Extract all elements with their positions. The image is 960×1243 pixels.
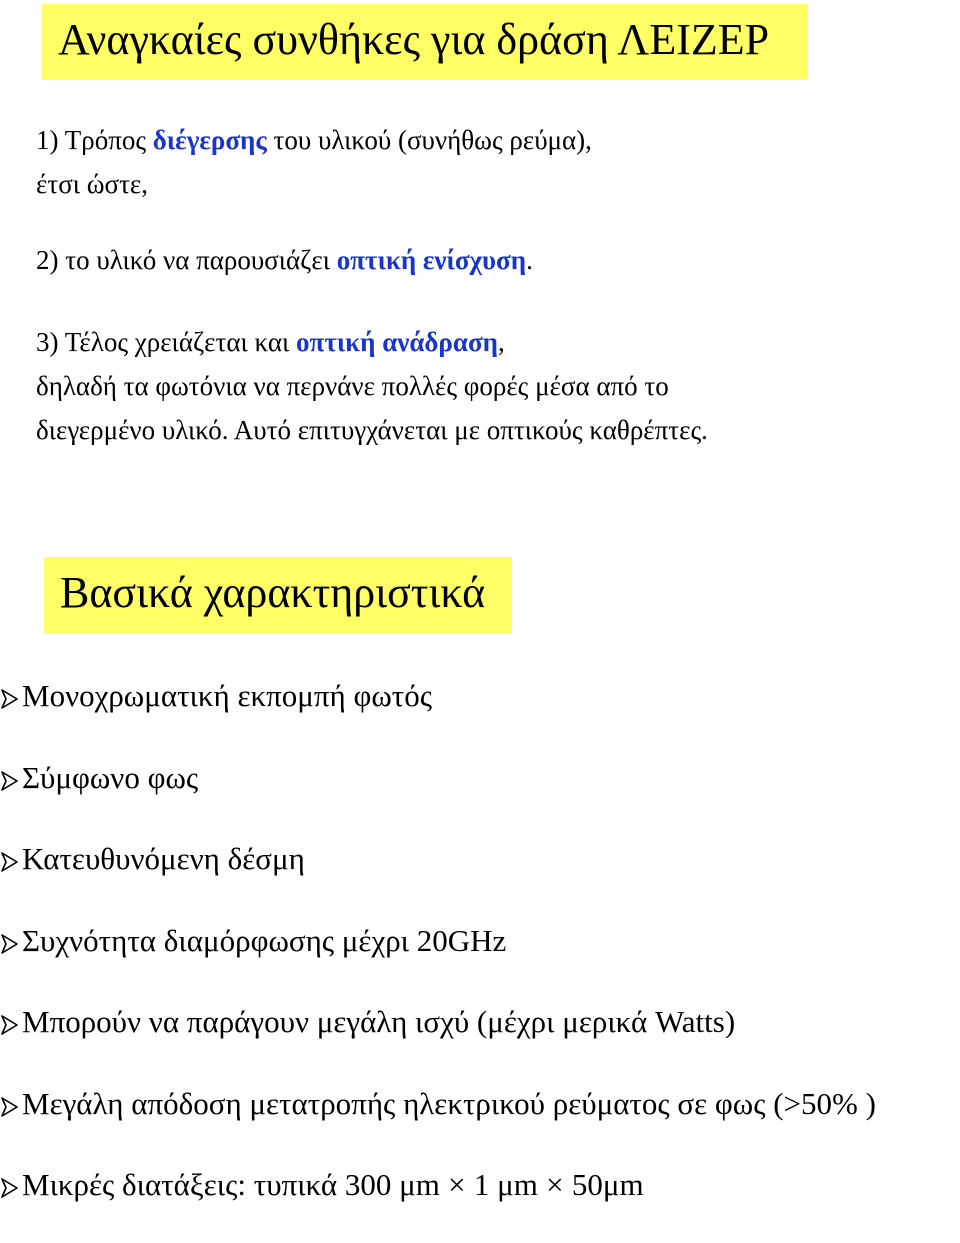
condition-1-suffix: του υλικού (συνήθως ρεύμα),	[266, 125, 592, 155]
condition-3-prefix: 3) Τέλος χρειάζεται και	[36, 327, 297, 357]
condition-2-highlight: οπτική ενίσχυση	[336, 245, 527, 275]
condition-3-suffix: ,	[497, 327, 505, 357]
feature-item	[0, 998, 876, 1080]
feature-text: Μεγάλη απόδοση μετατροπής ηλεκτρικού ρεύματος σε φως (>50% )	[22, 1085, 876, 1121]
arrow-bullet-icon	[0, 754, 22, 802]
feature-item	[0, 672, 876, 754]
features-list	[0, 672, 876, 1243]
feature-item	[0, 1161, 876, 1243]
arrow-bullet-icon	[0, 672, 22, 720]
condition-3-line2: δηλαδή τα φωτόνια να περνάνε πολλές φορές μέσα από το	[36, 371, 669, 401]
condition-1-highlight: διέγερσης	[152, 125, 267, 155]
feature-item	[0, 835, 876, 917]
arrow-bullet-icon	[0, 917, 22, 965]
feature-text: Μονοχρωματική εκπομπή φωτός	[22, 678, 433, 713]
condition-1-line2: έτσι ώστε,	[36, 169, 149, 199]
arrow-bullet-icon	[0, 998, 22, 1046]
feature-text: Συχνότητα διαμόρφωσης μέχρι 20GHz	[22, 922, 507, 958]
arrow-bullet-icon	[0, 1080, 22, 1128]
arrow-bullet-icon	[0, 1161, 22, 1209]
condition-2-prefix: 2) το υλικό να παρουσιάζει	[36, 245, 337, 275]
times-icon: ×	[546, 1167, 564, 1202]
condition-3-line3: διεγερμένο υλικό. Αυτό επιτυγχάνεται με οπτικούς καθρέπτες.	[36, 415, 708, 445]
times-icon: ×	[448, 1167, 466, 1202]
conditions-title: Αναγκαίες συνθήκες για δράση ΛΕΙΖΕΡ	[42, 4, 808, 80]
feature-text: Κατευθυνόμενη δέσμη	[22, 841, 305, 876]
feature-text: Σύμφωνο φως	[22, 759, 199, 795]
condition-3	[36, 320, 708, 452]
feature-item	[0, 754, 876, 836]
condition-3-highlight: οπτική ανάδραση	[296, 327, 498, 357]
feature-text: Μπορούν να παράγουν μεγάλη ισχύ (μέχρι μερικά Watts)	[22, 1004, 736, 1039]
condition-2	[36, 238, 533, 282]
feature-text: Μικρές διατάξεις: τυπικά 300 μm×1 μm×50μm	[22, 1161, 644, 1209]
arrow-bullet-icon	[0, 835, 22, 883]
features-title: Βασικά χαρακτηριστικά	[44, 557, 512, 633]
condition-2-suffix: .	[526, 245, 533, 275]
feature-item	[0, 1080, 876, 1162]
condition-1-prefix: 1) Τρόπος	[36, 125, 153, 155]
condition-1	[36, 118, 592, 206]
feature-item	[0, 917, 876, 999]
